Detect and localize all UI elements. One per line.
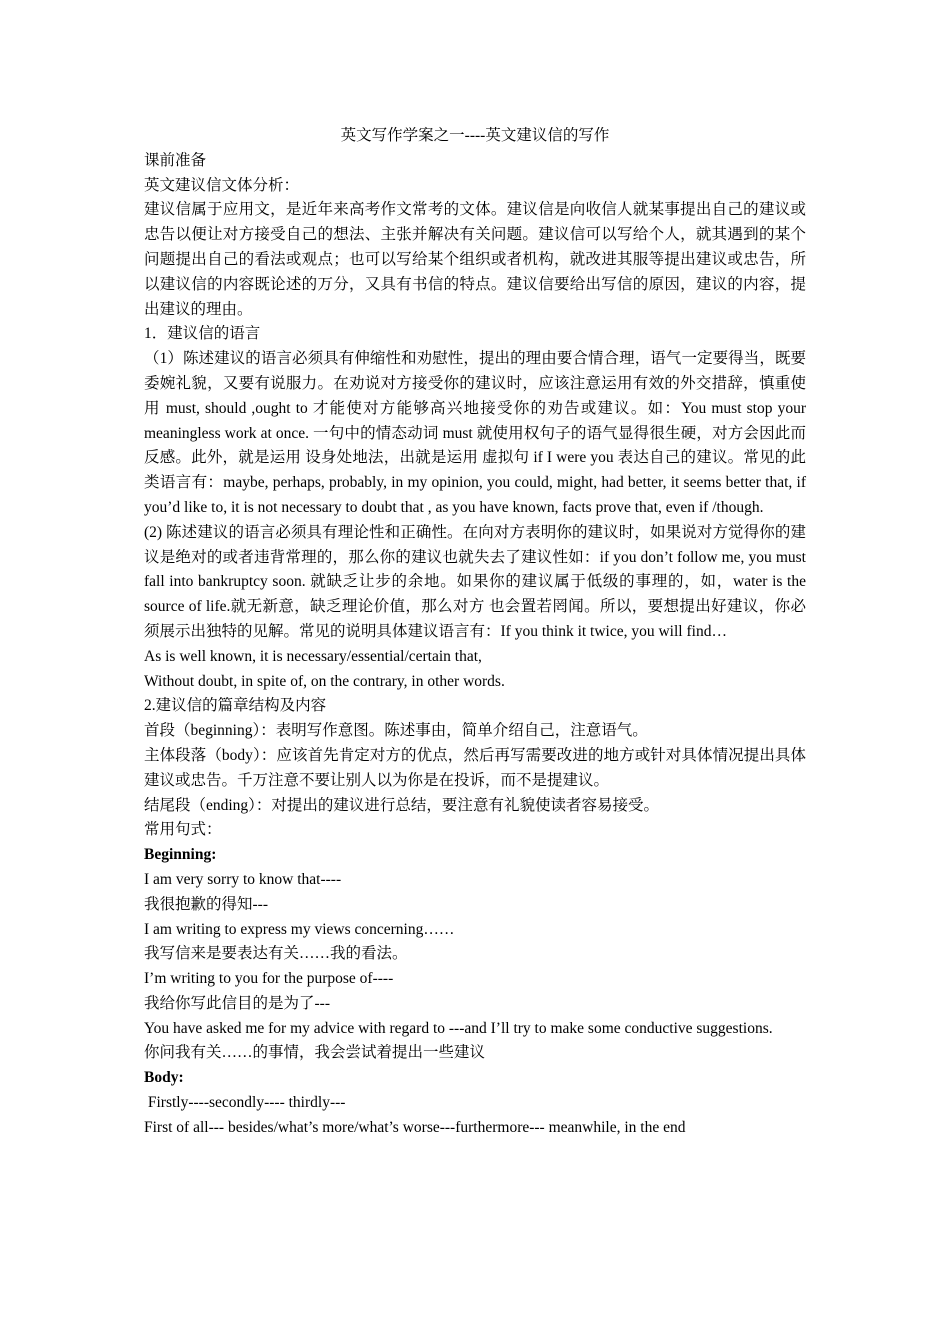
phrase-line: As is well known, it is necessary/essential/certain that, xyxy=(144,647,482,665)
sentence-translation: 我给你写此信目的是为了--- xyxy=(144,994,330,1012)
sentence-pattern: I’m writing to you for the purpose of---- xyxy=(144,970,394,988)
section-label: 课前准备 xyxy=(144,151,207,169)
sentence-translation: 你问我有关……的事情，我会尝试着提出一些建议 xyxy=(144,1044,486,1062)
document-body xyxy=(144,124,806,1141)
phrase-line: Without doubt, in spite of, on the contrary, in other words. xyxy=(144,672,505,690)
section-label: 英文建议信文体分析： xyxy=(144,176,300,194)
section-label: 常用句式： xyxy=(144,821,222,839)
intro-paragraph: 建议信属于应用文，是近年来高考作文常考的文体。建议信是向收信人就某事提出自己的建议或忠告以便让对方接受自己的想法、主张并解决有关问题。建议信可以写给个人，就其遇到的某个问题提出自己的看法或观点；也可以写给某个组织或者机构，就改进其服等提出建议或忠告，所以建议信的内容既论述的万分，又具有书信的特点。建议信要给出写信的原因，建议的内容，提出建议的理由。 xyxy=(144,201,806,318)
sentence-translation: 我很抱歉的得知--- xyxy=(144,895,268,913)
section-heading: 1．建议信的语言 xyxy=(144,325,261,343)
structure-body: 主体段落（body）：应该首先肯定对方的优点，然后再写需要改进的地方或针对具体情况提出具体建议或忠告。千万注意不要让别人以为你是在投诉，而不是提建议。 xyxy=(144,746,806,789)
sentence-pattern: Firstly----secondly---- thirdly--- xyxy=(144,1094,346,1112)
subheading-body: Body: xyxy=(144,1069,184,1087)
sentence-translation: 我写信来是要表达有关……我的看法。 xyxy=(144,945,408,963)
language-paragraph-2: (2) 陈述建议的语言必须具有理论性和正确性。在向对方表明你的建议时，如果说对方觉得你的建议是绝对的或者违背常理的，那么你的建议也就失去了建议性如：if you don’t follow me, you must fall into bankruptcy soon. 就缺乏让步的余地。如果你的建议属于低级的事理的，如，water is the source of life.就无新意，缺乏理论价值，那么对方 也会置若罔闻。所以，要想提出好建议，你必须展示出独特的见解。常见的说明具体建议语言有：If you think it twice, you will find… xyxy=(144,523,806,640)
document-title: 英文写作学案之一----英文建议信的写作 xyxy=(340,127,610,144)
sentence-pattern: I am writing to express my views concerning…… xyxy=(144,920,455,938)
sentence-pattern: You have asked me for my advice with regard to ---and I’ll try to make some conductive suggestions. xyxy=(144,1019,773,1037)
sentence-pattern: First of all--- besides/what’s more/what’s worse---furthermore--- meanwhile, in the end xyxy=(144,1118,686,1136)
section-heading: 2.建议信的篇章结构及内容 xyxy=(144,697,327,715)
language-paragraph-1: （1）陈述建议的语言必须具有伸缩性和劝慰性，提出的理由要合情合理，语气一定要得当，既要委婉礼貌，又要有说服力。在劝说对方接受你的建议时，应该注意运用有效的外交措辞，慎重使用 must, should ,ought to 才能使对方能够高兴地接受你的劝告或建议。如：You must stop your meaningless work at once. 一句中的情态动词 must 就使用权句子的语气显得很生硬，对方会因此而反感。此外，就是运用 设身处地法，出就是运用 虚拟句 if I were you 表达自己的建议。常见的此类语言有：maybe, perhaps, probably, in my opinion, you could, might, had better, it seems better that, if you’d like to, it is not necessary to doubt that , as you have known, facts prove that, even if /though. xyxy=(144,350,806,516)
sentence-pattern: I am very sorry to know that---- xyxy=(144,870,342,888)
subheading-beginning: Beginning: xyxy=(144,846,217,864)
structure-beginning: 首段（beginning）：表明写作意图。陈述事由，简单介绍自己，注意语气。 xyxy=(144,722,648,740)
structure-ending: 结尾段（ending）：对提出的建议进行总结，要注意有礼貌使读者容易接受。 xyxy=(144,796,659,814)
